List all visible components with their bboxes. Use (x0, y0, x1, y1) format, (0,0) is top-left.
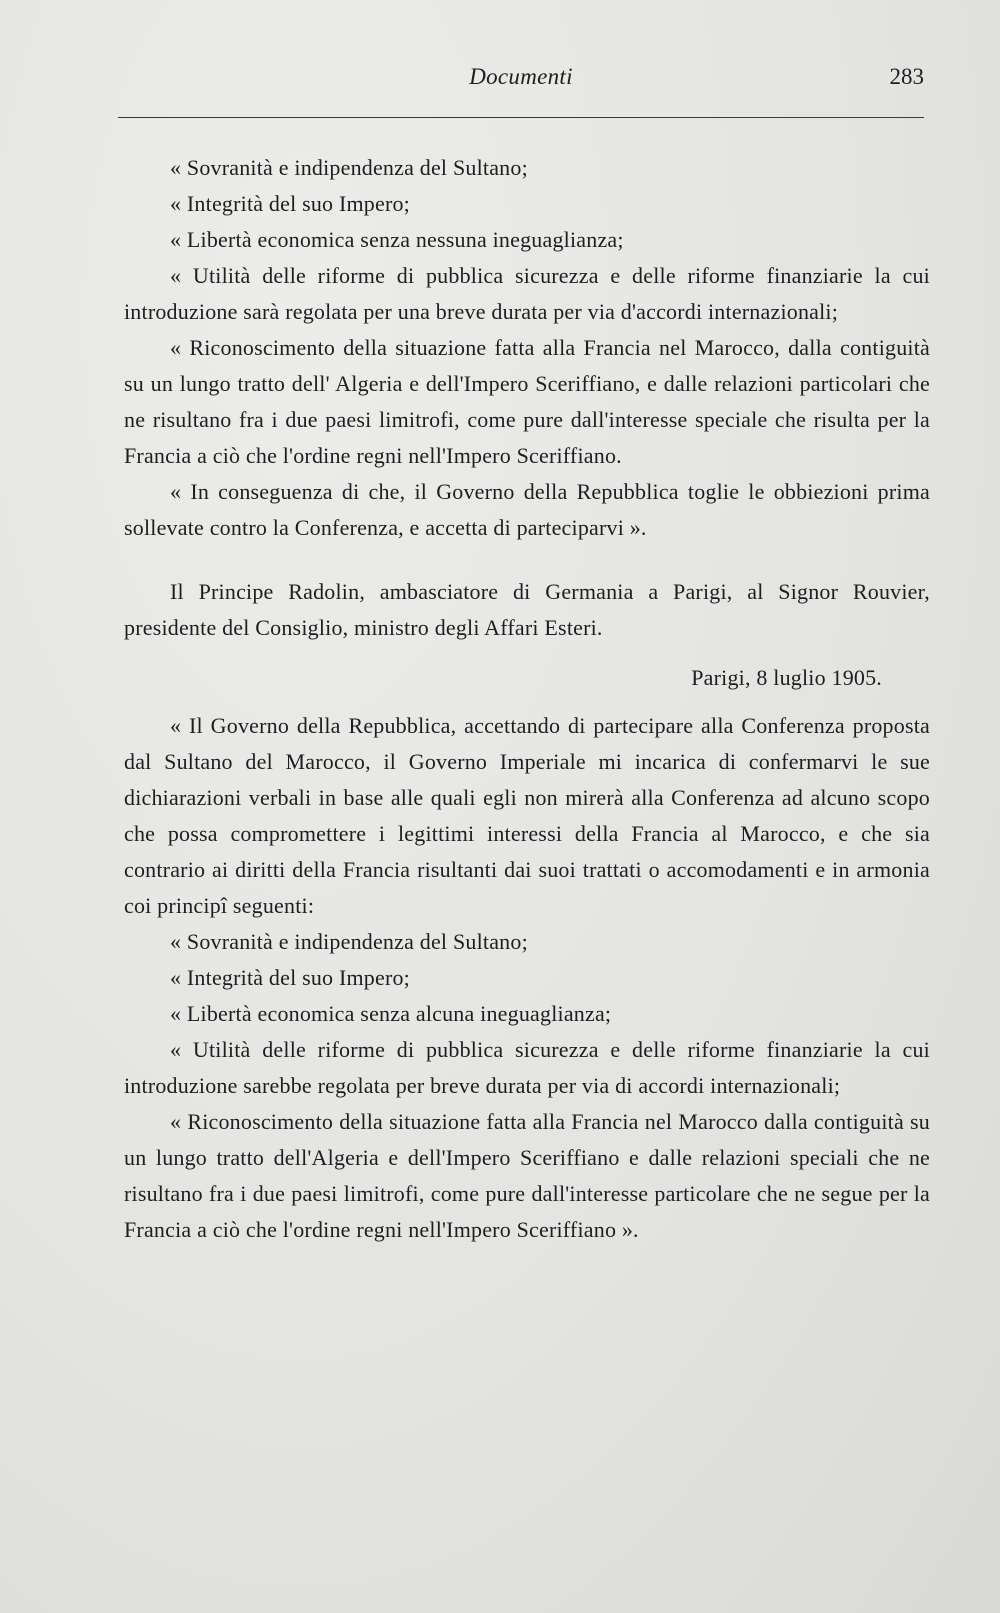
page-number: 283 (889, 64, 924, 89)
paragraph-riconoscimento-2: « Riconoscimento della situazione fatta alla Francia nel Marocco dalla contiguità su un lungo tratto dell'Algeria e dell'Impero Sceriffiano e dalle relazioni speciali che ne risultano fra i due paesi limitrofi, come pure dall'interesse particolare che ne segue per la Francia a ciò che l'ordine regni nell'Impero Sceriffiano ». (124, 1109, 930, 1242)
paragraph-radolin-heading: Il Principe Radolin, ambasciatore di Germania a Parigi, al Signor Rouvier, presidente del Consiglio, ministro degli Affari Esteri. (124, 579, 930, 640)
paragraph-sovranita-1: « Sovranità e indipendenza del Sultano; (170, 155, 528, 180)
header-rule (118, 117, 924, 118)
paragraph-liberta-2: « Libertà economica senza alcuna ineguaglianza; (170, 1001, 612, 1026)
paragraph-governo: « Il Governo della Repubblica, accettando di partecipare alla Conferenza proposta dal Sultano del Marocco, il Governo Imperiale mi incarica di confermarvi le sue dichiarazioni verbali in base alle quali egli non mirerà alla Conferenza ad alcuno scopo che possa compromettere i legittimi interessi della Francia al Marocco, e che sia contrario ai diritti della Francia risultanti dai suoi trattati o accomodamenti e in armonia coi principî seguenti: (124, 713, 930, 918)
paragraph-utilita-2: « Utilità delle riforme di pubblica sicurezza e delle riforme finanziarie la cui introduzione sarebbe regolata per breve durata per via di accordi internazionali; (124, 1037, 930, 1098)
paragraph-integrita-2: « Integrità del suo Impero; (170, 965, 410, 990)
paragraph-conseguenza: « In conseguenza di che, il Governo della Repubblica toglie le obbiezioni prima sollevate contro la Conferenza, e accetta di parteciparvi ». (124, 479, 930, 540)
body-text (124, 150, 930, 1248)
page-header (118, 64, 924, 104)
paragraph-riconoscimento-1: « Riconoscimento della situazione fatta alla Francia nel Marocco, dalla contiguità su un lungo tratto dell' Algeria e dell'Impero Sceriffiano, e dalle relazioni particolari che ne risultano fra i due paesi limitrofi, come pure dall'interesse speciale che risulta per la Francia a ciò che l'ordine regni nell'Impero Sceriffiano. (124, 335, 930, 468)
paragraph-utilita-1: « Utilità delle riforme di pubblica sicurezza e delle riforme finanziarie la cui introduzione sarà regolata per una breve durata per via d'accordi internazionali; (124, 263, 930, 324)
running-title: Documenti (469, 64, 573, 89)
dateline: Parigi, 8 luglio 1905. (691, 665, 882, 690)
paragraph-integrita-1: « Integrità del suo Impero; (170, 191, 410, 216)
paragraph-sovranita-2: « Sovranità e indipendenza del Sultano; (170, 929, 528, 954)
paragraph-liberta-1: « Libertà economica senza nessuna ineguaglianza; (170, 227, 624, 252)
